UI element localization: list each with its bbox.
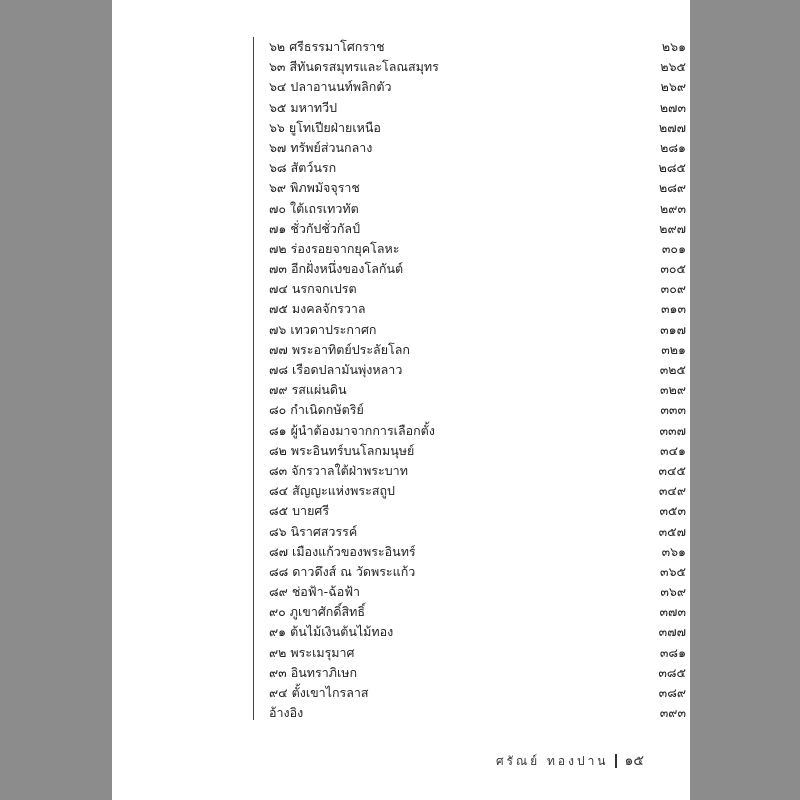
toc-entry-page: ๓๘๑ (659, 644, 686, 660)
toc-entry-title: ร่องรอยจากยุคโลหะ (290, 240, 400, 256)
toc-entry (254, 279, 686, 299)
toc-entry (254, 643, 686, 663)
toc-entry-number: ๘๑ (269, 422, 287, 438)
toc-entry (254, 158, 686, 178)
toc-entry-title: สัตว์นรก (290, 160, 337, 176)
page-footer (496, 750, 644, 772)
toc-entry-page: ๒๙๗ (659, 220, 686, 236)
toc-entry-title: ต้นไม้เงินต้นไม้ทอง (290, 624, 394, 640)
toc-entry (254, 98, 686, 118)
book-page (112, 0, 690, 800)
toc-entry (254, 663, 686, 683)
toc-entry (254, 259, 686, 279)
toc-entry-page: ๓๒๕ (659, 362, 686, 377)
toc-entry-number: ๗๐ (269, 200, 287, 216)
toc-entry-page: ๓๖๕ (660, 563, 686, 579)
toc-entry-page: ๓๖๑ (661, 543, 686, 559)
toc-entry-number: ๗๙ (269, 382, 288, 398)
toc-entry (254, 582, 686, 602)
toc-entry-title: รสแผ่นดิน (291, 382, 347, 398)
toc-entry-page: ๓๓๓ (660, 402, 686, 418)
toc-entry-title: ปลาอานนท์พลิกตัว (290, 79, 392, 95)
toc-entry-title: อินทราภิเษก (290, 664, 358, 680)
toc-entry (254, 602, 686, 622)
toc-entry-page: ๓๖๙ (660, 584, 686, 600)
toc-entry-page: ๒๗๗ (658, 119, 686, 135)
toc-entry-page: ๓๔๑ (660, 442, 686, 458)
table-of-contents (253, 37, 686, 720)
toc-entry-page: ๓๗๓ (659, 604, 686, 620)
toc-entry-number: ๗๘ (269, 362, 289, 377)
toc-entry-number: ๘๘ (269, 563, 289, 579)
toc-entry (254, 421, 686, 441)
toc-entry-page: ๒๖๙ (660, 79, 686, 95)
toc-entry-number: ๘๗ (269, 543, 289, 559)
toc-entry-page: ๓๘๕ (658, 664, 686, 680)
toc-entry-number: ๗๗ (269, 341, 288, 357)
toc-entry-page: ๒๘๑ (660, 139, 686, 155)
toc-entry-number: ๖๓ (269, 59, 286, 75)
toc-entry-page: ๓๑๗ (660, 321, 686, 337)
toc-entry-title: ช่อฟ้า-ฉ้อฟ้า (291, 584, 361, 600)
toc-entry (254, 400, 686, 420)
toc-entry (254, 118, 686, 138)
toc-entry-number: ๗๕ (269, 301, 288, 317)
toc-entry-title: นิราศสวรรค์ (290, 523, 358, 539)
toc-entry-page: ๓๗๗ (658, 624, 686, 640)
toc-entry-page: ๓๑๓ (660, 301, 686, 317)
toc-entry-page: ๒๙๓ (660, 200, 686, 216)
toc-entry-title: ดาวดึงส์ ณ วัดพระแก้ว (292, 563, 416, 579)
toc-entry-number: ๘๔ (269, 483, 289, 499)
toc-entry-title: เทวดาประกาศก (290, 321, 377, 337)
toc-entry (254, 138, 686, 158)
toc-entry (254, 178, 686, 198)
toc-entry-page: ๓๒๑ (661, 341, 686, 357)
toc-entry-page: ๒๗๓ (659, 99, 686, 115)
toc-entry-page: ๒๖๑ (661, 39, 686, 54)
toc-entry (254, 522, 686, 542)
toc-entry-number: ๘๕ (269, 503, 289, 519)
toc-entry (254, 299, 686, 319)
toc-entry-title: เมืองแก้วของพระอินทร์ (292, 543, 416, 559)
toc-entry-title: ผู้นำต้องมาจากการเลือกตั้ง (290, 422, 435, 438)
toc-entry (254, 683, 686, 703)
toc-entry-number: ๖๒ (269, 39, 286, 54)
toc-entry-page: ๓๒๙ (660, 382, 686, 398)
toc-entry-number: ๘๓ (269, 462, 288, 478)
toc-entry-title: บายศรี (292, 503, 330, 519)
toc-entry-title: ตั้งเขาไกรลาส (291, 685, 369, 700)
toc-entry (254, 703, 686, 723)
toc-entry-title: นรกจกเปรต (291, 281, 357, 297)
toc-entry-page: ๓๓๗ (659, 422, 686, 438)
toc-entry-number: ๖๖ (269, 119, 285, 135)
toc-entry-number: ๗๖ (269, 321, 287, 337)
toc-entry (254, 199, 686, 219)
toc-entry (254, 57, 686, 77)
toc-entry-title: อ้างอิง (269, 705, 304, 721)
toc-entry-page: ๓๘๙ (658, 685, 686, 700)
toc-entry-page: ๓๐๕ (660, 261, 686, 277)
toc-entry-number: ๙๒ (269, 644, 287, 660)
toc-entry-number: ๖๗ (269, 139, 287, 155)
toc-entry-number: ๘๖ (269, 523, 287, 539)
toc-entry-title: จักรวาลใต้ฝ่าพระบาท (291, 462, 408, 478)
toc-entry (254, 622, 686, 642)
toc-entry-number: ๙๓ (269, 664, 287, 680)
toc-entry (254, 219, 686, 239)
toc-entry-title: ภูเขาศักดิ์สิทธิ์ (289, 604, 365, 620)
toc-entry-number: ๙๔ (269, 685, 288, 700)
toc-entry-number: ๘๙ (269, 584, 288, 600)
toc-entry (254, 542, 686, 562)
toc-entry-page: ๓๔๙ (658, 483, 686, 499)
toc-entry-title: ศรีธรรมาโศกราช (289, 39, 385, 54)
toc-entry (254, 441, 686, 461)
toc-entry-page: ๒๘๕ (658, 160, 686, 176)
toc-entry-number: ๖๔ (269, 79, 287, 95)
footer-page-number: ๑๕ (624, 753, 644, 769)
toc-entry (254, 77, 686, 97)
toc-entry-title: พิภพมัจจุราช (290, 180, 360, 196)
footer-divider (615, 754, 617, 768)
toc-entry (254, 562, 686, 582)
toc-entry-number: ๗๔ (269, 281, 288, 297)
toc-entry (254, 481, 686, 501)
toc-entry-title: สัญญะแห่งพระสถูป (292, 483, 395, 499)
toc-entry-title: พระอินทร์บนโลกมนุษย์ (290, 442, 415, 458)
toc-entry-page: ๓๐๑ (661, 240, 686, 256)
toc-entry-page: ๓๙๓ (659, 705, 686, 721)
toc-entry-title: มงคลจักรวาล (291, 301, 366, 317)
footer-author: ศรัณย์ ทองปาน (495, 753, 609, 768)
toc-entry (254, 340, 686, 360)
toc-entry-number: ๙๐ (269, 604, 286, 620)
toc-entry-number: ๗๑ (269, 220, 287, 236)
toc-entry (254, 239, 686, 259)
toc-entry-page: ๒๖๕ (660, 59, 686, 75)
toc-entry-number: ๙๑ (269, 624, 287, 640)
toc-entry-title: ยูโทเปียฝ่ายเหนือ (288, 119, 381, 135)
toc-entry (254, 320, 686, 340)
toc-entry (254, 37, 686, 57)
toc-entry-title: ทรัพย์ส่วนกลาง (290, 139, 373, 155)
toc-entry (254, 360, 686, 380)
toc-entry-number: ๗๒ (269, 240, 287, 256)
toc-entry-title: อีกฝั่งหนึ่งของโลกันต์ (290, 261, 404, 277)
toc-entry-page: ๓๔๕ (658, 462, 686, 478)
toc-entry-page: ๒๘๙ (658, 180, 686, 196)
toc-entry-page: ๓๕๗ (658, 523, 686, 539)
toc-entry-title: พระเมรุมาศ (290, 644, 355, 660)
toc-entry-title: เรือดปลามันพุ่งหลาว (292, 362, 403, 377)
toc-entry-page: ๓๕๓ (659, 503, 686, 519)
toc-entry-number: ๗๓ (269, 261, 287, 277)
toc-entry-number: ๖๙ (269, 180, 287, 196)
toc-entry-number: ๖๘ (269, 160, 287, 176)
toc-entry-title: มหาทวีป (290, 99, 338, 115)
toc-entry-number: ๖๕ (269, 99, 287, 115)
toc-entry-title: สีทันดรสมุทรและโลณสมุทร (289, 59, 439, 75)
toc-entry (254, 461, 686, 481)
toc-entry (254, 380, 686, 400)
toc-entry-page: ๓๐๙ (660, 281, 686, 297)
toc-entry-number: ๘๒ (269, 442, 287, 458)
toc-entry (254, 501, 686, 521)
toc-entry-title: ชั่วกัปชั่วกัลป์ (290, 220, 361, 236)
toc-entry-title: กำเนิดกษัตริย์ (290, 402, 364, 418)
toc-entry-title: พระอาทิตย์ประลัยโลก (291, 341, 410, 357)
toc-entry-number: ๘๐ (269, 402, 287, 418)
toc-entry-title: ใต้เถรเทวทัต (290, 200, 359, 216)
